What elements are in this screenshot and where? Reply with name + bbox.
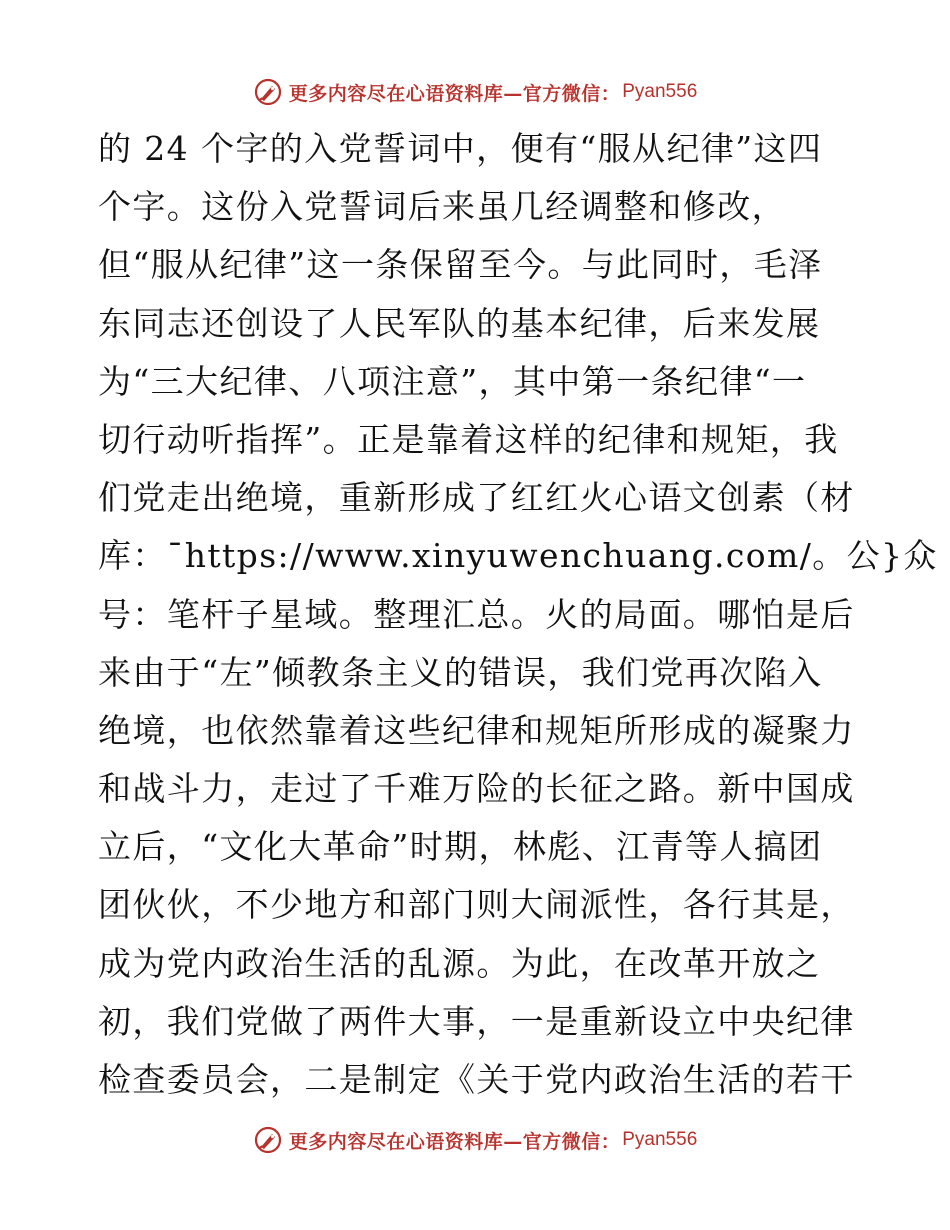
text-line-link[interactable]: 库：¯https://www.xinyuwenchuang.com/。公}众 [98,536,938,576]
pen-nib-circle-icon [253,77,283,107]
banner-text: 更多内容尽在心语资料库—官方微信： [288,1130,621,1153]
text-line: 和战斗力，走过了千难万险的长征之路。新中国成 [98,769,855,809]
banner-text: 更多内容尽在心语资料库—官方微信： [288,82,621,105]
text-line: 东同志还创设了人民军队的基本纪律，后来发展 [98,303,821,343]
text-line: 个字。这份入党誓词后来虽几经调整和修改， [98,187,786,227]
banner-handle: Pyan556 [622,1129,698,1150]
text-line: 初，我们党做了两件大事，一是重新设立中央纪律 [98,1001,855,1041]
text-line: 但“服从纪律”这一条保留至今。与此同时，毛泽 [98,245,823,285]
body-text [98,120,938,1109]
text-line: 们党走出绝境，重新形成了红红火心语文创素（材 [98,478,855,518]
text-line: 立后，“文化大革命”时期，林彪、江青等人搞团 [98,827,823,867]
text-line: 绝境，也依然靠着这些纪律和规矩所形成的凝聚力 [98,710,855,750]
text-line: 号：笔杆子星域。整理汇总。火的局面。哪怕是后 [98,594,855,634]
text-line: 来由于“左”倾教条主义的错误，我们党再次陷入 [98,652,823,692]
pen-nib-circle-icon [253,1125,283,1155]
text-line: 检查委员会，二是制定《关于党内政治生活的若干 [98,1060,855,1099]
text-line: 的 24 个字的入党誓词中，便有“服从纪律”这四 [98,129,823,168]
banner-handle: Pyan556 [622,81,698,102]
footer-banner[interactable] [0,1122,950,1158]
header-banner[interactable] [0,74,950,110]
text-line: 团伙伙，不少地方和部门则大闹派性，各行其是， [98,885,855,925]
text-line: 成为党内政治生活的乱源。为此，在改革开放之 [98,943,821,983]
text-line: 为“三大纪律、八项注意”，其中第一条纪律“一 [98,361,807,401]
text-line: 切行动听指挥”。正是靠着这样的纪律和规矩，我 [98,419,839,459]
